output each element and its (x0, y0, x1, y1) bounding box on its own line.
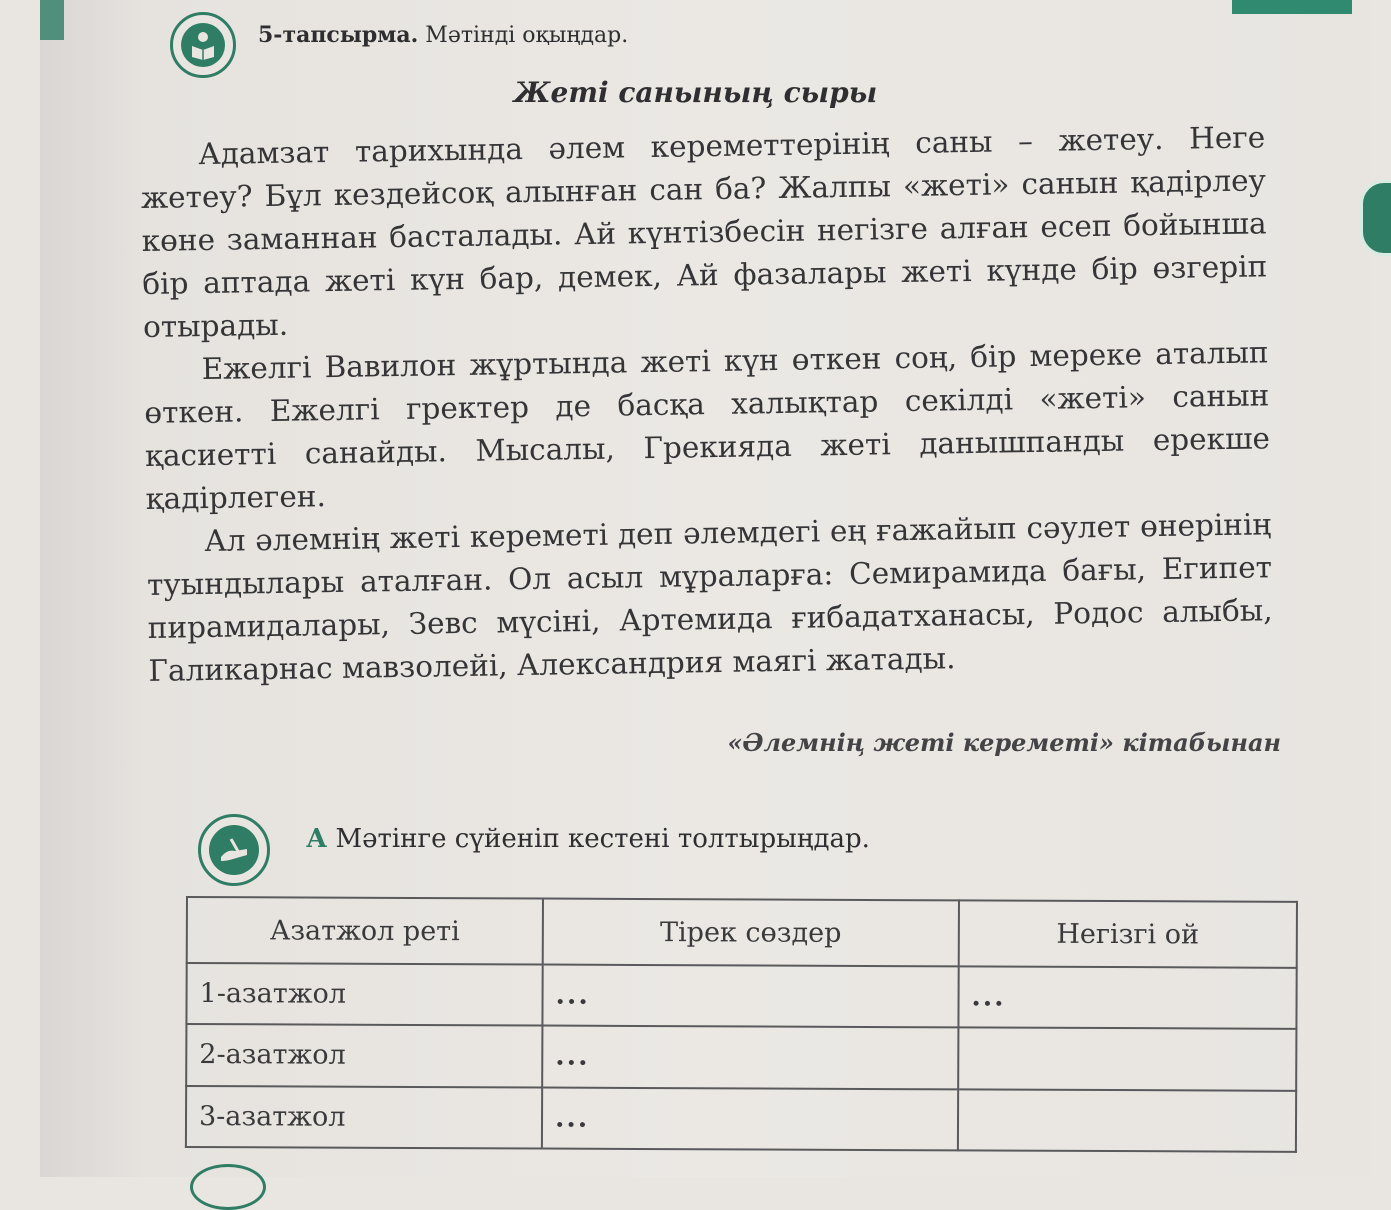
main-idea-cell[interactable]: ... (958, 966, 1296, 1029)
header-paragraph-order: Азатжол реті (187, 897, 543, 965)
row-label: 2-азатжол (186, 1024, 542, 1087)
task5-instruction: Мәтінді оқыңдар. (425, 23, 629, 48)
next-task-badge-edge (190, 1164, 266, 1210)
taskA-header (306, 824, 870, 854)
table-row (186, 1086, 1296, 1152)
key-words-cell[interactable]: ... (542, 1026, 958, 1089)
table-row (186, 1024, 1296, 1090)
side-bookmark-tab (1360, 180, 1391, 256)
fill-in-table (185, 896, 1298, 1153)
table-header-row (187, 897, 1297, 968)
paragraph-2: Ежелгі Вавилон жұртында жеті күн өткен соң, бір мереке аталып өткен. Ежелгі гректер де басқа халықтар секілді «жеті» санын қасиетті санайды. Мысалы, Грекияда жеті данышпанды ерекше қадірлеген. (144, 335, 1271, 516)
text-title: Жеті санының сыры (513, 76, 878, 109)
taskA-instruction: Мәтінге сүйеніп кестені толтырыңдар. (335, 824, 870, 854)
row-label: 1-азатжол (186, 963, 542, 1026)
task5-header (258, 22, 628, 48)
key-words-cell[interactable]: ... (542, 965, 958, 1028)
source-citation: «Әлемнің жеті кереметі» кітабынан (727, 728, 1281, 757)
text-body (140, 116, 1274, 693)
table-row (186, 963, 1296, 1029)
top-color-strip (1232, 0, 1352, 14)
writing-hand-icon (198, 814, 270, 886)
header-main-idea: Негізгі ой (958, 900, 1296, 967)
paragraph-3: Ал әлемнің жеті кереметі деп әлемдегі ең ғажайып сәулет өнерінің туындылары аталған. Ол асыл мұраларға: Семирамида бағы, Египет пирамидалары, Зевс мүсіні, Артемида ғибадатханасы, Родос алыбы, Галикарнас мавзолейі, Александрия маягі жатады. (146, 507, 1273, 688)
reading-person-icon (170, 12, 236, 78)
main-idea-cell[interactable] (958, 1089, 1296, 1152)
page-corner-tab (40, 0, 64, 40)
paragraph-1: Адамзат тарихында әлем кереметтерінің саны – жетеу. Неге жетеу? Бұл кездейсоқ алынған сан ба? Жалпы «жеті» санын қадірлеу көне заманнан басталады. Ай күнтізбесін негізге алған есеп бойынша бір аптада жеті күн бар, демек, Ай фазалары жеті күнде бір өзгеріп отырады. (140, 120, 1268, 344)
main-idea-cell[interactable] (958, 1028, 1296, 1091)
row-label: 3-азатжол (186, 1086, 542, 1149)
task5-label: 5-тапсырма. (258, 22, 419, 48)
taskA-letter: А (306, 824, 328, 854)
key-words-cell[interactable]: ... (542, 1087, 958, 1150)
header-key-words: Тірек сөздер (543, 899, 959, 967)
